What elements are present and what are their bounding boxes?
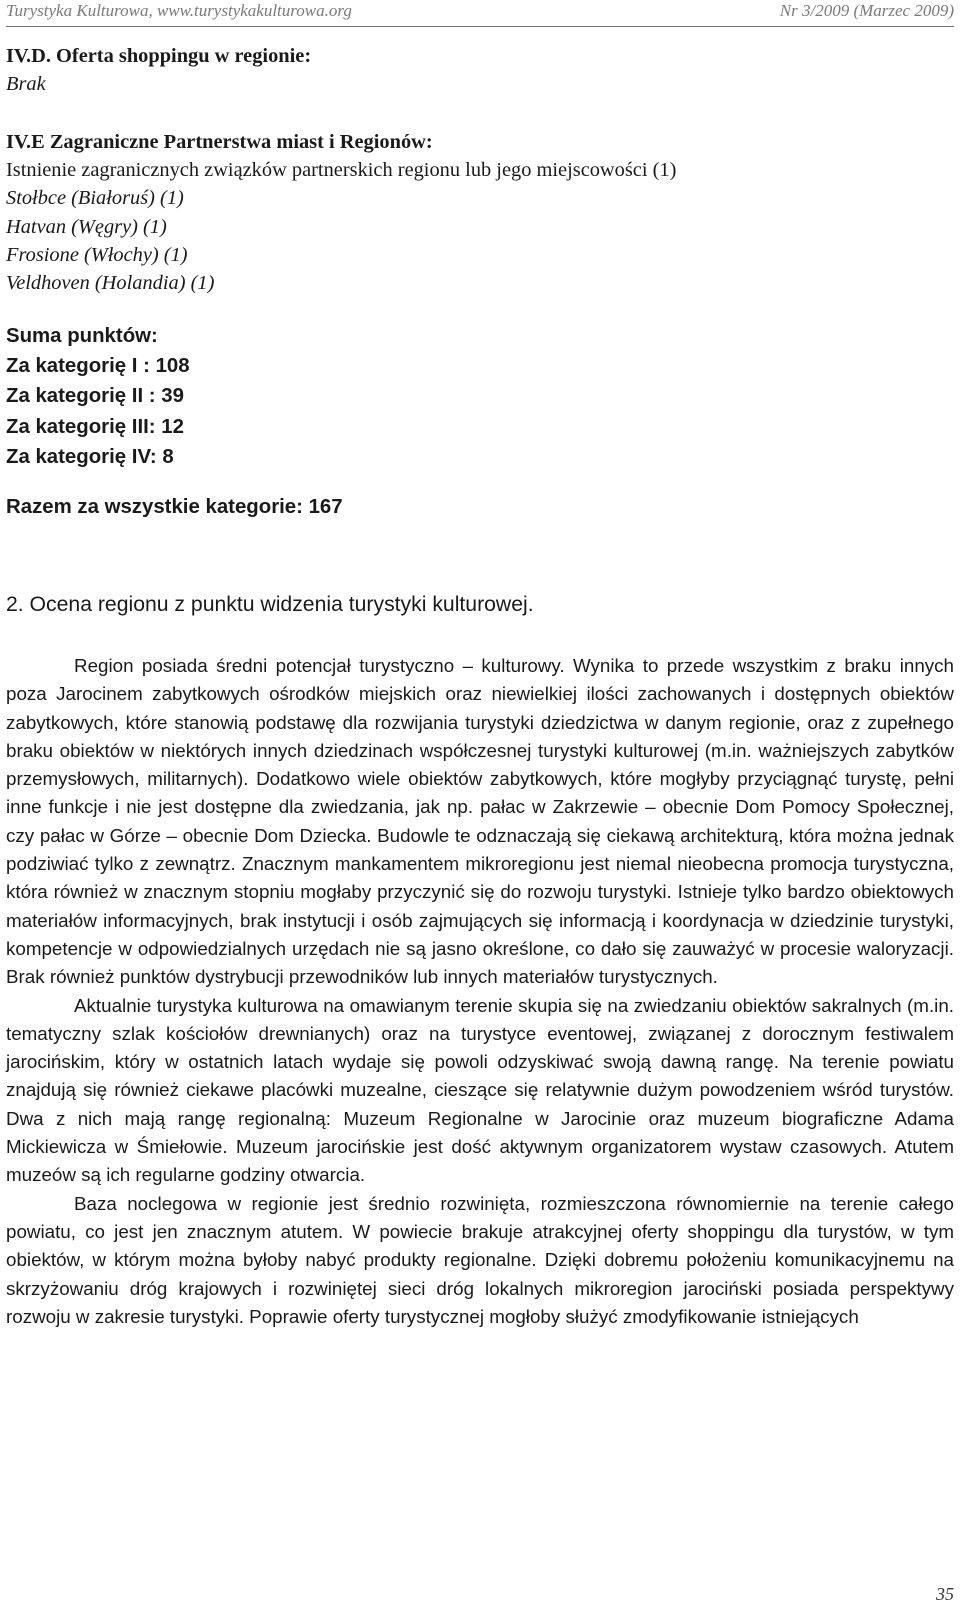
section-d-value: Brak xyxy=(6,73,46,96)
points-category-line: Za kategorię IV: 8 xyxy=(6,445,174,468)
header-journal-title: Turystyka Kulturowa, www.turystykakulturowa.org xyxy=(6,1,352,20)
points-category-line: Za kategorię I : 108 xyxy=(6,355,190,378)
section-d-title: IV.D. Oferta shoppingu w regionie: xyxy=(6,45,312,67)
points-category-line: Za kategorię III: 12 xyxy=(6,415,184,438)
partner-city-item: Frosione (Włochy) (1) xyxy=(6,243,188,266)
header-issue-number: Nr 3/2009 (Marzec 2009) xyxy=(779,1,954,20)
body-paragraph: Region posiada średni potencjał turystyczno – kulturowy. Wynika to przede wszystkim z braku innych poza Jarocinem zabytkowych ośrodków miejskich oraz niewielkiej ilości zachowanych i dostępnych obiektów zabytkowych, które stanowią podstawę dla rozwijania turystyki dziedzictwa w danym regionie, oraz z zupełnego braku obiektów w niektórych innych dziedzinach współczesnej turystyki kulturowej (m.in. ważniejszych zabytków przemysłowych, militarnych). Dodatkowo wiele obiektów zabytkowych, które mogłyby przyciągnąć turystę, pełni inne funkcje i nie jest dostępne dla zwiedzania, jak np. pałac w Zakrzewie – obecnie Dom Pomocy Społecznej, czy pałac w Górze – obecnie Dom Dziecka. Budowle te odznaczają się ciekawą architekturą, która można jednak podziwiać tylko z zewnątrz. Znacznym mankamentem mikroregionu jest niemal nieobecna promocja turystyczna, która również w znacznym stopniu mogłaby przyczynić się do rozwoju turystyki. Istnieje tylko bardzo obiektowych materiałów informacyjnych, brak instytucji i osób zajmujących się informacją i koordynacja w dziedzinie turystyki, kompetencje w odpowiedzialnych urzędach nie są jasno określone, co dało się zauważyć w procesie waloryzacji. Brak również punktów dystrybucji przewodników lub innych materiałów turystycznych. xyxy=(6,655,954,988)
page-number: 35 xyxy=(936,1584,954,1604)
section-e xyxy=(6,128,954,297)
points-category-line: Za kategorię II : 39 xyxy=(6,385,184,408)
section-e-title: IV.E Zagraniczne Partnerstwa miast i Regionów: xyxy=(6,131,433,153)
partner-city-item: Hatvan (Węgry) (1) xyxy=(6,215,167,238)
section-d xyxy=(6,42,954,98)
points-summary-title: Suma punktów: xyxy=(6,325,158,347)
document-page xyxy=(6,0,954,1613)
section-e-intro: Istnienie zagranicznych związków partnerskich regionu lub jego miejscowości (1) xyxy=(6,159,677,182)
points-total-line: Razem za wszystkie kategorie: 167 xyxy=(6,496,343,518)
partner-city-item: Veldhoven (Holandia) (1) xyxy=(6,272,215,295)
points-summary xyxy=(6,321,954,472)
points-total xyxy=(6,493,954,521)
body-paragraph: Baza noclegowa w regionie jest średnio rozwinięta, rozmieszczona równomiernie na terenie całego powiatu, co jest jen znacznym atutem. W powiecie brakuje atrakcyjnej oferty shoppingu dla turystów, w tym obiektów, w którym można byłoby nabyć produkty regionalne. Dzięki dobremu położeniu komunikacyjnemu na skrzyżowaniu dróg krajowych i rozwiniętej sieci dróg lokalnych mikroregion jarociński posiada perspektywy rozwoju w zakresie turystyki. Poprawie oferty turystycznej mogłoby służyć zmodyfikowanie istniejących xyxy=(6,1192,954,1327)
section-2-body xyxy=(6,652,954,1331)
partner-city-item: Stołbce (Białoruś) (1) xyxy=(6,187,184,210)
section-2-heading xyxy=(6,590,954,620)
body-paragraph: Aktualnie turystyka kulturowa na omawianym terenie skupia się na zwiedzaniu obiektów sakralnych (m.in. tematyczny szlak kościołów drewnianych) oraz na turystyce eventowej, związanej z dorocznym festiwalem jarocińskim, który w ostatnich latach wydaje się powoli odzyskiwać swoją dawną rangę. Na terenie powiatu znajdują się również ciekawe placówki muzealne, cieszące się relatywnie dużym powodzeniem wśród turystów. Dwa z nich mają rangę regionalną: Muzeum Regionalne w Jarocinie oraz muzeum biograficzne Adama Mickiewicza w Śmiełowie. Muzeum jarocińskie jest dość aktywnym organizatorem wystaw czasowych. Atutem muzeów są ich regularne godziny otwarcia. xyxy=(6,994,954,1186)
running-header xyxy=(6,0,954,27)
section-2-title: 2. Ocena regionu z punktu widzenia turystyki kulturowej. xyxy=(6,593,534,616)
